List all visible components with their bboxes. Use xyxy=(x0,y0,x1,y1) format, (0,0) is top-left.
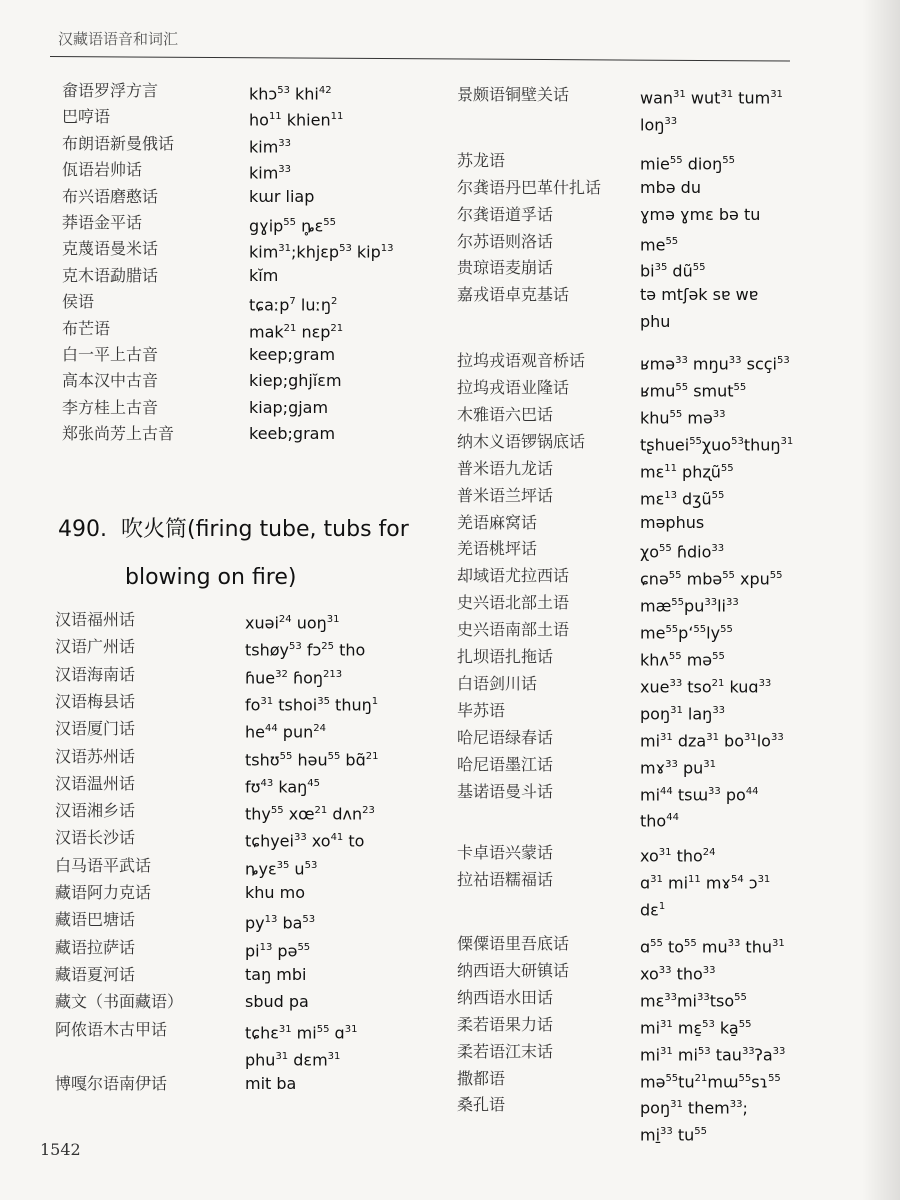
language-name: 纳西语水田话 xyxy=(457,987,554,1007)
language-name: 木雅语六巴话 xyxy=(457,404,554,424)
language-name: 莽语金平话 xyxy=(62,213,143,232)
word-form: kim$^{31}$;khjɛp$^{53}$ kip$^{13}$ xyxy=(249,242,394,262)
language-name: 汉语苏州话 xyxy=(55,746,136,766)
word-form: gɣip$^{55}$ ȵ̥ɛ$^{55}$ xyxy=(249,216,336,236)
word-form: mɤ$^{33}$ $pu^{31}$ xyxy=(640,757,716,777)
word-form: mɛ$^{13}$ dʒũ$^{55}$ xyxy=(640,488,725,508)
language-name: 阿侬语木古甲话 xyxy=(55,1019,168,1039)
word-form: $me^{55}pʻ^{55}ly^{55}$ xyxy=(640,623,733,643)
running-header-title: 汉藏语语音和词汇 xyxy=(58,30,179,48)
word-form: kĭm xyxy=(249,265,279,285)
word-form: fʊ$^{43}$ kaŋ$^{45}$ xyxy=(245,777,320,797)
word-form: $bi^{35}$ $dũ^{55}$ xyxy=(640,261,706,281)
language-name: 汉语广州话 xyxy=(55,637,136,657)
language-name: 博嘎尔语南伊话 xyxy=(55,1074,168,1094)
language-name: 汉语湘乡话 xyxy=(55,801,136,821)
word-form: kiap;gjam xyxy=(249,397,329,417)
language-name: 佤语岩帅话 xyxy=(62,160,143,180)
language-name: 汉语梅县话 xyxy=(55,691,136,711)
word-form: tho$^{44}$ xyxy=(640,811,679,831)
language-name: 畲语罗浮方言 xyxy=(62,81,159,100)
language-name: 普米语兰坪话 xyxy=(457,485,554,505)
language-name: 卡卓语兴蒙话 xyxy=(457,843,554,863)
language-name: 尔苏语则洛话 xyxy=(457,231,554,251)
language-name: 纳木义语锣锅底话 xyxy=(457,431,586,451)
language-name: 嘉戎语卓克基话 xyxy=(457,285,570,305)
word-form: mɛ$^{11}$ phʐũ$^{55}$ xyxy=(640,462,734,482)
language-name: 汉语温州话 xyxy=(55,773,136,793)
word-form: keep;gram xyxy=(249,345,336,364)
word-form: wan$^{31}$ wut$^{31}$ tum$^{31}$ xyxy=(640,88,783,108)
word-form: tɕhyei$^{33}$ $xo^{41}$ to xyxy=(245,831,365,851)
word-form: $mæ^{55}pu^{33}li^{33}$ xyxy=(640,596,739,616)
word-form: poŋ$^{31}$ them$^{33}$; xyxy=(640,1098,748,1118)
language-name: 布兴语磨憨话 xyxy=(62,186,159,206)
word-form: ɑ$^{31}$ $mi^{11}$ mɤ$^{54}$ ɔ$^{31}$ xyxy=(640,873,771,893)
language-name: 拉祜语糯福话 xyxy=(457,870,554,890)
word-form: $mi^{31}$ $mi^{53}$ tau$^{33}$ʔa$^{33}$ xyxy=(640,1044,786,1064)
language-name: 汉语福州话 xyxy=(55,610,136,629)
language-name: 柔若语江末话 xyxy=(457,1041,554,1061)
word-form: mak$^{21}$ nɛp$^{21}$ xyxy=(249,321,344,341)
language-name: 藏语拉萨话 xyxy=(55,937,136,957)
word-form: kɯr liap xyxy=(249,186,315,206)
language-name: 扎坝语扎拖话 xyxy=(457,647,554,666)
word-form: tɕaːp$^7$ luːŋ$^2$ xyxy=(249,295,338,315)
language-name: 哈尼语墨江话 xyxy=(457,754,554,774)
language-name: 哈尼语绿春话 xyxy=(457,727,554,747)
word-form: tɕhɛ$^{31}$ $mi^{55}$ ɑ$^{31}$ xyxy=(245,1022,358,1042)
word-form: $xo^{33}$ tho$^{33}$ xyxy=(640,964,716,984)
word-form: tshøy$^{53}$ fɔ$^{25}$ tho xyxy=(245,640,366,660)
language-name: 尔龚语道孚话 xyxy=(457,204,554,224)
word-form: xuəi$^{24}$ uoŋ$^{31}$ xyxy=(245,613,340,633)
language-name: 侯语 xyxy=(62,292,95,312)
word-form: $me^{55}$ xyxy=(640,234,679,254)
language-name: 白马语平武话 xyxy=(55,855,152,875)
language-name: 史兴语南部土语 xyxy=(457,620,570,640)
word-form: kim$^{33}$ xyxy=(249,137,292,157)
entry-heading-continuation: blowing on fire) xyxy=(125,565,297,590)
language-name: 毕苏语 xyxy=(457,700,506,720)
word-form: khu mo xyxy=(245,883,306,902)
entry-number: 490. xyxy=(58,517,107,542)
language-name: 桑孔语 xyxy=(457,1095,506,1115)
page-number: 1542 xyxy=(40,1140,81,1159)
word-form: $he^{44}$ pun$^{24}$ xyxy=(245,722,326,742)
language-name: 高本汉中古音 xyxy=(62,371,159,391)
book-spine-shadow xyxy=(862,0,900,1200)
entry-title: 吹火筒(firing tube, tubs for xyxy=(120,517,409,542)
language-name: 拉坞戎语观音桥话 xyxy=(457,351,586,371)
language-name: 羌语桃坪话 xyxy=(457,539,538,559)
word-form: $mi^{31}$ mɛ̱$^{53}$ ka̱$^{55}$ xyxy=(640,1018,752,1038)
word-form: ɑ$^{55}$ $to^{55}$ $mu^{33}$ thu$^{31}$ xyxy=(640,937,785,957)
word-form: kim$^{33}$ xyxy=(249,163,292,183)
word-form: ʁmu$^{55}$ smut$^{55}$ xyxy=(640,381,747,401)
language-name: 布朗语新曼俄话 xyxy=(62,133,175,153)
word-form: tə mtʃək sɐ wɐ xyxy=(640,285,759,305)
entry-heading xyxy=(58,512,409,543)
language-name: 克蔑语曼米话 xyxy=(62,239,159,259)
word-form: ȵyɛ$^{35}$ $u^{53}$ xyxy=(245,859,318,879)
word-form: $mi^{31}$ dza$^{31}$ $bo^{31}lo^{33}$ xyxy=(640,731,784,751)
word-form: taŋ mbi xyxy=(245,964,307,984)
language-name: 苏龙语 xyxy=(457,150,506,170)
word-form: tshʊ$^{55}$ həu$^{55}$ bɑ̃$^{21}$ xyxy=(245,749,379,769)
word-form: mit ba xyxy=(245,1074,297,1094)
word-form: khɔ$^{53}$ khi$^{42}$ xyxy=(249,84,332,104)
word-form: $pi^{13}$ pə$^{55}$ xyxy=(245,940,311,960)
word-form: phu xyxy=(640,312,671,332)
language-name: 李方桂上古音 xyxy=(62,397,159,417)
word-form: khu$^{55}$ mə$^{33}$ xyxy=(640,408,726,428)
word-form: poŋ$^{31}$ laŋ$^{33}$ xyxy=(640,704,726,724)
word-form: dɛ$^1$ xyxy=(640,900,666,920)
word-form: thy$^{55}$ $xœ^{21}$ dʌn$^{23}$ xyxy=(245,804,375,824)
word-form: $xo^{31}$ tho$^{24}$ xyxy=(640,846,716,866)
word-form: khʌ$^{55}$ mə$^{55}$ xyxy=(640,650,725,670)
word-form: ʁmə$^{33}$ mŋu$^{33}$ scçi$^{53}$ xyxy=(640,354,790,374)
word-form: sbud pa xyxy=(245,992,309,1012)
word-form: tʂhuei$^{55}$χuo$^{53}$thuŋ$^{31}$ xyxy=(640,435,794,455)
word-form: loŋ$^{33}$ xyxy=(640,115,678,135)
language-name: 藏文（书面藏语） xyxy=(55,992,184,1012)
word-form: $\chi o^{55}$ ɦdio$^{33}$ xyxy=(640,542,725,562)
language-name: 汉语长沙话 xyxy=(55,828,136,848)
language-name: 尔龚语丹巴革什扎话 xyxy=(457,177,602,197)
word-form: ɕnə$^{55}$ mbə$^{55}$ xpu$^{55}$ xyxy=(640,569,783,589)
language-name: 藏语阿力克话 xyxy=(55,883,152,902)
language-name: 藏语夏河话 xyxy=(55,964,136,984)
language-name: 基诺语曼斗话 xyxy=(457,781,554,801)
language-name: 巴哼语 xyxy=(62,107,111,127)
word-form: $ho^{11}$ khien$^{11}$ xyxy=(249,110,344,130)
language-name: 汉语海南话 xyxy=(55,664,136,684)
language-name: 普米语九龙话 xyxy=(457,458,554,478)
word-form: ɣmə ɣmɛ bə tu xyxy=(640,204,761,224)
language-name: 羌语麻窝话 xyxy=(457,512,538,532)
word-form: mbə du xyxy=(640,177,701,197)
language-name: 白语剑川话 xyxy=(457,673,538,693)
word-form: mie$^{55}$ dioŋ$^{55}$ xyxy=(640,154,735,174)
word-form: kiep;ghjĭɛm xyxy=(249,371,342,391)
language-name: 傈僳语里吾底话 xyxy=(457,934,570,953)
word-form: $mɛ^{33}mi^{33}tso^{55}$ xyxy=(640,991,747,1011)
language-name: 白一平上古音 xyxy=(62,345,159,364)
word-form: ɦue$^{32}$ ɦoŋ$^{213}$ xyxy=(245,667,343,687)
word-form: xue$^{33}$ tso$^{21}$ kuɑ$^{33}$ xyxy=(640,677,772,697)
word-form: keeb;gram xyxy=(249,424,336,444)
language-name: 柔若语果力话 xyxy=(457,1014,554,1034)
language-name: 却域语尤拉西话 xyxy=(457,566,570,586)
language-name: 布芒语 xyxy=(62,318,111,338)
header-rule xyxy=(50,56,790,62)
language-name: 撒都语 xyxy=(457,1068,506,1088)
language-name: 克木语勐腊话 xyxy=(62,265,159,285)
word-form: $mi^{44}$ tsɯ$^{33}$ $po^{44}$ xyxy=(640,784,759,804)
word-form: phu$^{31}$ dɛm$^{31}$ xyxy=(245,1050,341,1070)
language-name: 郑张尚芳上古音 xyxy=(62,424,175,444)
word-form: $mə^{55}tu^{21}mɯ^{55}sɿ^{55}$ xyxy=(640,1071,781,1091)
language-name: 史兴语北部土语 xyxy=(457,593,570,613)
word-form: $py^{13}$ $ba^{53}$ xyxy=(245,913,316,933)
word-form: $fo^{31}$ tshoi$^{35}$ thuŋ$^1$ xyxy=(245,695,379,715)
word-form: mi̱$^{33}$ $tu^{55}$ xyxy=(640,1125,707,1145)
language-name: 藏语巴塘话 xyxy=(55,910,136,930)
language-name: 景颇语铜壁关话 xyxy=(457,85,570,104)
language-name: 纳西语大研镇话 xyxy=(457,960,570,980)
language-name: 贵琼语麦崩话 xyxy=(457,258,554,278)
language-name: 汉语厦门话 xyxy=(55,719,136,739)
language-name: 拉坞戎语业隆话 xyxy=(457,378,570,397)
word-form: məphus xyxy=(640,512,705,532)
